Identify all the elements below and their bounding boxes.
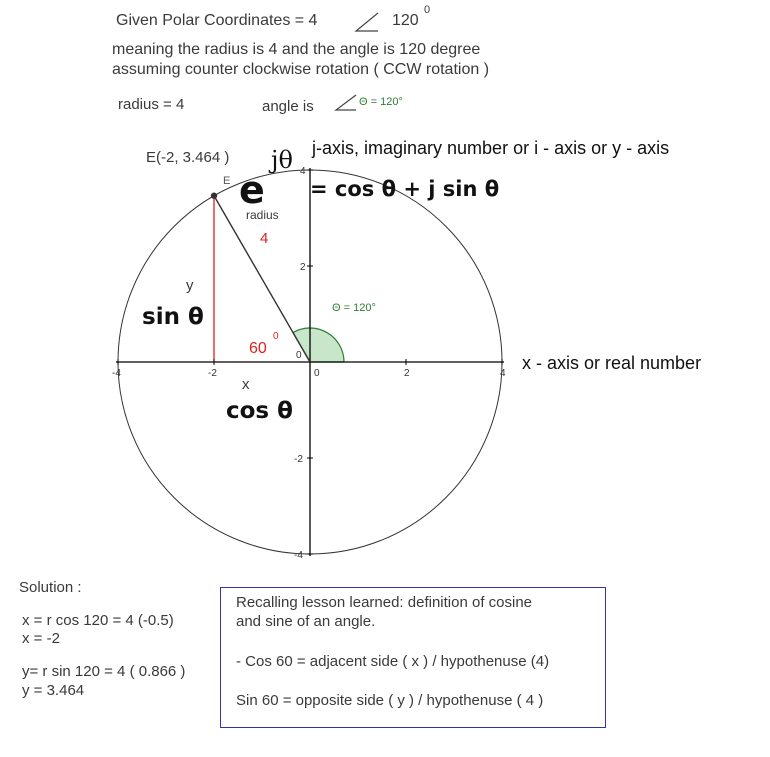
y-tick-label: -2: [294, 454, 303, 465]
sixty-degree-label: 60: [249, 340, 267, 357]
solution-y-line-1: y= r sin 120 = 4 ( 0.866 ): [22, 663, 186, 680]
meaning-line-2: assuming counter clockwise rotation ( CCW rotation ): [112, 61, 490, 78]
x-letter: x: [242, 376, 250, 393]
recall-line-4: Sin 60 = opposite side ( y ) / hypothenuse ( 4 ): [236, 692, 544, 709]
theta-marker-label: Θ = 120°: [332, 302, 376, 314]
x-tick-label: 0: [314, 368, 320, 379]
sixty-degree-sup: 0: [273, 331, 279, 342]
radius-value: 4: [260, 230, 269, 247]
point-e: [211, 193, 217, 199]
radius-word: radius: [246, 208, 279, 222]
y-letter: y: [186, 277, 194, 294]
recall-line-1: Recalling lesson learned: definition of cosine: [236, 594, 533, 611]
y-tick-label: -4: [294, 550, 303, 561]
euler-exponent: jθ: [271, 146, 293, 174]
angle-theta-label: Θ = 120°: [359, 96, 403, 108]
sin-theta-label: sin θ: [142, 304, 204, 330]
x-tick-label: 4: [500, 368, 506, 379]
given-label: Given Polar Coordinates = 4: [116, 12, 318, 29]
cos-theta-label: cos θ: [226, 398, 293, 424]
recall-line-3: - Cos 60 = adjacent side ( x ) / hypothenuse (4): [236, 653, 550, 670]
x-tick-label: -2: [208, 368, 217, 379]
given-degree-sup: 0: [424, 4, 431, 16]
solution-y-line-2: y = 3.464: [22, 682, 85, 699]
point-e-coordinates: E(-2, 3.464 ): [146, 149, 230, 166]
y-tick-label: 0: [296, 350, 302, 361]
x-tick-label: 2: [404, 368, 410, 379]
radius-label: radius = 4: [118, 96, 185, 113]
point-e-letter: E: [223, 175, 231, 187]
x-axis-caption: x - axis or real number: [522, 353, 702, 373]
x-tick-label: -4: [112, 368, 121, 379]
recall-line-2: and sine of an angle.: [236, 613, 376, 630]
meaning-line-1: meaning the radius is 4 and the angle is 120 degree: [112, 41, 481, 58]
y-tick-label: 2: [300, 262, 306, 273]
y-tick-label: 4: [300, 166, 306, 177]
given-angle: 120: [392, 12, 419, 29]
euler-formula-rhs: = cos θ + j sin θ: [310, 177, 500, 201]
angle-is-label: angle is: [262, 98, 314, 115]
y-axis-caption: j-axis, imaginary number or i - axis or y - axis: [312, 138, 670, 158]
solution-title: Solution :: [19, 579, 82, 596]
solution-x-line-1: x = r cos 120 = 4 (-0.5): [22, 612, 174, 629]
solution-x-line-2: x = -2: [22, 630, 60, 647]
euler-e: e: [239, 168, 265, 212]
